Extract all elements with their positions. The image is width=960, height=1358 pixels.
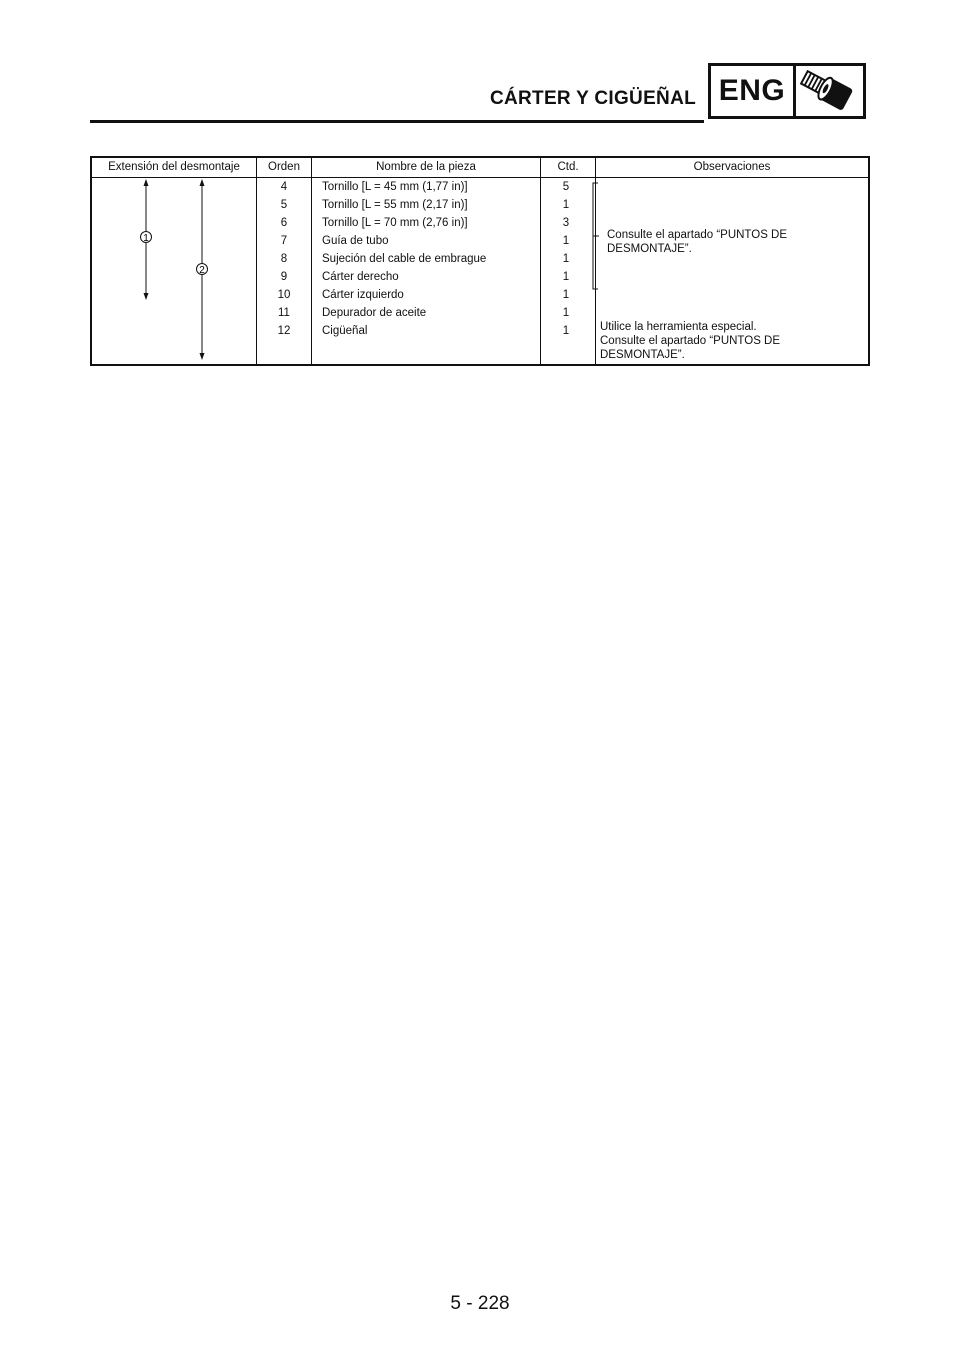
column-divider	[311, 158, 312, 364]
part-qty: 1	[562, 289, 570, 301]
part-name: Tornillo [L = 70 mm (2,76 in)]	[322, 217, 468, 229]
part-order: 6	[280, 217, 288, 229]
part-name: Cárter derecho	[322, 271, 399, 283]
column-header-order: Orden	[268, 161, 300, 173]
part-order: 7	[280, 235, 288, 247]
remarks-crankshaft	[600, 320, 780, 362]
remarks-grouped-line: Consulte el apartado “PUNTOS DE	[607, 229, 788, 241]
extent-marker-2: 2	[199, 265, 205, 276]
part-qty: 1	[562, 307, 570, 319]
extent-arrow-1	[141, 179, 152, 300]
part-order: 5	[280, 199, 288, 211]
remarks-crankshaft-line: DESMONTAJE”.	[600, 349, 685, 361]
page-number: 5 - 228	[450, 1293, 510, 1314]
remarks-crankshaft-line: Consulte el apartado “PUNTOS DE	[600, 335, 781, 347]
remarks-grouped	[607, 228, 787, 256]
part-order: 8	[280, 253, 288, 265]
part-order: 10	[277, 289, 291, 301]
part-qty: 3	[562, 217, 570, 229]
header-rule	[90, 120, 704, 123]
part-order: 11	[278, 307, 290, 319]
remarks-crankshaft-line: Utilice la herramienta especial.	[600, 321, 757, 333]
part-name: Tornillo [L = 45 mm (1,77 in)]	[322, 181, 468, 193]
column-header-remarks: Observaciones	[693, 161, 771, 173]
engine-bolt-icon-graphic	[797, 67, 863, 115]
part-qty: 1	[562, 253, 570, 265]
engine-bolt-icon	[796, 66, 863, 116]
column-header-part-name: Nombre de la pieza	[376, 161, 476, 173]
part-qty: 1	[562, 199, 570, 211]
part-qty: 1	[562, 325, 570, 337]
part-order: 9	[280, 271, 288, 283]
part-name: Cárter izquierdo	[322, 289, 404, 301]
remarks-grouped-line: DESMONTAJE”.	[607, 243, 692, 255]
part-order: 4	[280, 181, 288, 193]
page-title: CÁRTER Y CIGÜEÑAL	[489, 88, 696, 109]
part-qty: 1	[562, 271, 570, 283]
part-name: Cigüeñal	[322, 325, 368, 337]
extent-arrow-2	[197, 179, 208, 360]
part-name: Guía de tubo	[322, 235, 389, 247]
extent-arrows	[92, 158, 256, 364]
extent-marker-1: 1	[143, 233, 149, 244]
part-name: Depurador de aceite	[322, 307, 427, 319]
column-header-qty: Ctd.	[557, 161, 579, 173]
column-divider	[256, 158, 257, 364]
part-qty: 1	[562, 235, 570, 247]
part-name: Tornillo [L = 55 mm (2,17 in)]	[322, 199, 468, 211]
disassembly-table	[90, 156, 870, 366]
part-qty: 5	[562, 181, 570, 193]
part-order: 12	[277, 325, 291, 337]
part-name: Sujeción del cable de embrague	[322, 253, 487, 265]
remarks-bracket	[590, 182, 604, 294]
column-header-extent: Extensión del desmontaje	[108, 161, 240, 173]
section-badge	[708, 63, 866, 119]
section-badge-label: ENG	[711, 66, 796, 116]
